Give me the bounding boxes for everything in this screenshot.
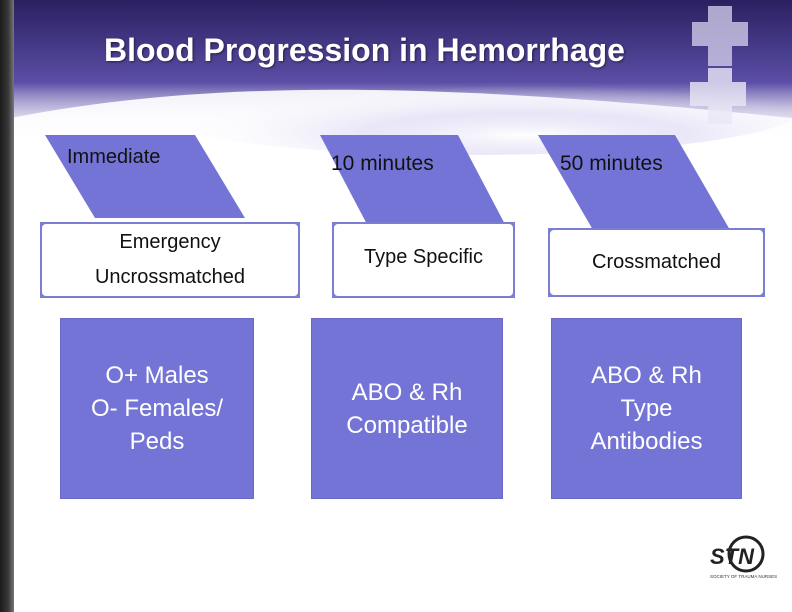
product-line: Type Specific	[364, 245, 483, 268]
product-line: Emergency	[119, 231, 221, 253]
svg-text:STN: STN	[710, 544, 754, 569]
blood-line: O- Females/	[90, 395, 224, 422]
blood-line: ABO & Rh	[591, 362, 702, 389]
blood-line: ABO & Rh	[351, 378, 463, 406]
blood-line: Antibodies	[590, 428, 703, 455]
product-box-type-specific	[332, 222, 515, 298]
stn-logo-icon	[708, 534, 778, 594]
blood-line: Peds	[129, 428, 185, 455]
step-label-immediate: Immediate	[67, 146, 161, 168]
blood-line: O+ Males	[105, 362, 209, 389]
product-line: Uncrossmatched	[94, 266, 246, 288]
chevron-arrow-10-minutes	[320, 135, 508, 230]
blood-block-10-minutes	[311, 318, 503, 499]
page-title: Blood Progression in Hemorrhage	[104, 32, 625, 68]
blood-block-immediate	[60, 318, 254, 499]
blood-line: Compatible	[346, 411, 468, 439]
blood-block-50-minutes	[551, 318, 742, 499]
product-line: Crossmatched	[592, 251, 721, 273]
step-label-10-minutes: 10 minutes	[331, 152, 434, 175]
product-box-crossmatched	[548, 228, 765, 297]
chevron-arrow-50-minutes	[538, 135, 730, 230]
product-box-emergency	[40, 222, 300, 298]
step-label-50-minutes: 50 minutes	[560, 152, 663, 175]
blood-line: Type	[620, 395, 673, 422]
svg-text:SOCIETY OF TRAUMA NURSES: SOCIETY OF TRAUMA NURSES	[710, 574, 778, 579]
